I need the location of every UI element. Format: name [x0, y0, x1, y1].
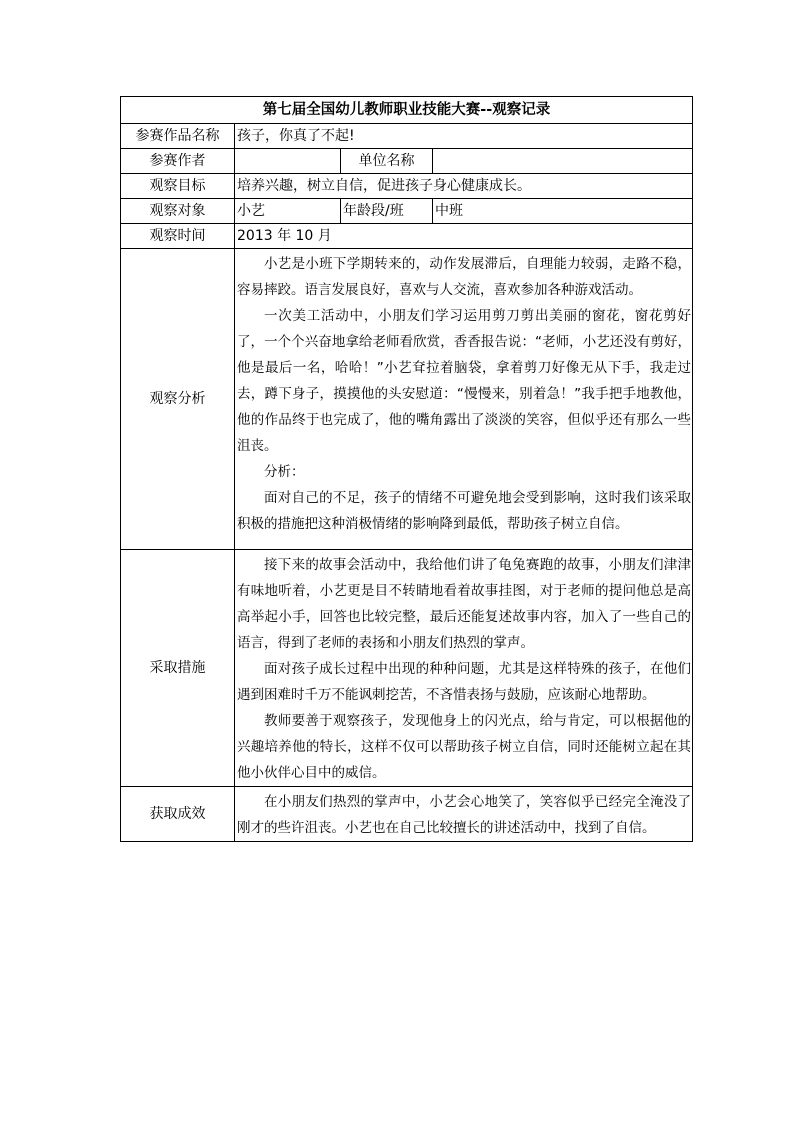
author-value	[235, 149, 341, 174]
analysis-paragraph: 面对自己的不足，孩子的情绪不可避免地会受到影响，这时我们该采取积极的措施把这种消极情绪的影响降到最低，帮助孩子树立自信。	[237, 490, 692, 532]
age-label: 年龄段/班	[341, 199, 433, 224]
measures-paragraph: 接下来的故事会活动中，我给他们讲了龟兔赛跑的故事，小朋友们津津有味地听着，小艺更是目不转睛地看着故事挂图，对于老师的提问他总是高高举起小手，回答也比较完整，最后还能复述故事内容，加入了一些自己的语言，得到了老师的表扬和小朋友们热烈的掌声。	[237, 557, 692, 651]
work-name-label: 参赛作品名称	[121, 124, 235, 149]
row-results	[121, 787, 693, 842]
row-measures	[121, 550, 693, 787]
results-label: 获取成效	[121, 787, 235, 842]
time-label: 观察时间	[121, 224, 235, 249]
analysis-paragraph: 小艺是小班下学期转来的，动作发展滞后，自理能力较弱，走路不稳，容易摔跤。语言发展良好，喜欢与人交流，喜欢参加各种游戏活动。	[237, 256, 692, 298]
row-work-name	[121, 124, 693, 149]
analysis-paragraph: 一次美工活动中，小朋友们学习运用剪刀剪出美丽的窗花，窗花剪好了，一个个兴奋地拿给老师看欣赏，香香报告说：“老师，小艺还没有剪好，他是最后一名，哈哈！”小艺耷拉着脑袋，拿着剪刀好像无从下手，我走过去，蹲下身子，摸摸他的头安慰道：“慢慢来，别着急！”我手把手地教他，他的作品终于也完成了，他的嘴角露出了淡淡的笑容，但似乎还有那么一些沮丧。	[237, 308, 692, 454]
analysis-label: 观察分析	[121, 249, 235, 550]
measures-paragraph: 面对孩子成长过程中出现的种种问题，尤其是这样特殊的孩子，在他们遇到困难时千万不能讽刺挖苦，不吝惜表扬与鼓励，应该耐心地帮助。	[237, 661, 692, 703]
document-title: 第七届全国幼儿教师职业技能大赛--观察记录	[121, 97, 693, 124]
subject-value: 小艺	[235, 199, 341, 224]
measures-content	[235, 550, 693, 787]
results-paragraph: 在小朋友们热烈的掌声中，小艺会心地笑了，笑容似乎已经完全淹没了刚才的些许沮丧。小艺也在自己比较擅长的讲述活动中，找到了自信。	[237, 794, 692, 836]
row-goal	[121, 174, 693, 199]
row-author	[121, 149, 693, 174]
unit-label: 单位名称	[341, 149, 433, 174]
results-content	[235, 787, 693, 842]
measures-paragraph: 教师要善于观察孩子，发现他身上的闪光点，给与肯定，可以根据他的兴趣培养他的特长，这样不仅可以帮助孩子树立自信，同时还能树立起在其他小伙伴心目中的威信。	[237, 713, 692, 781]
analysis-content	[235, 249, 693, 550]
goal-label: 观察目标	[121, 174, 235, 199]
row-subject	[121, 199, 693, 224]
subject-label: 观察对象	[121, 199, 235, 224]
unit-value	[433, 149, 693, 174]
measures-label: 采取措施	[121, 550, 235, 787]
time-value: 2013 年 10 月	[235, 224, 693, 249]
work-name-value: 孩子，你真了不起!	[235, 124, 693, 149]
age-value: 中班	[433, 199, 693, 224]
row-analysis	[121, 249, 693, 550]
goal-value: 培养兴趣，树立自信，促进孩子身心健康成长。	[235, 174, 693, 199]
row-time	[121, 224, 693, 249]
observation-record-table	[120, 96, 693, 842]
analysis-paragraph: 分析：	[264, 464, 305, 480]
author-label: 参赛作者	[121, 149, 235, 174]
